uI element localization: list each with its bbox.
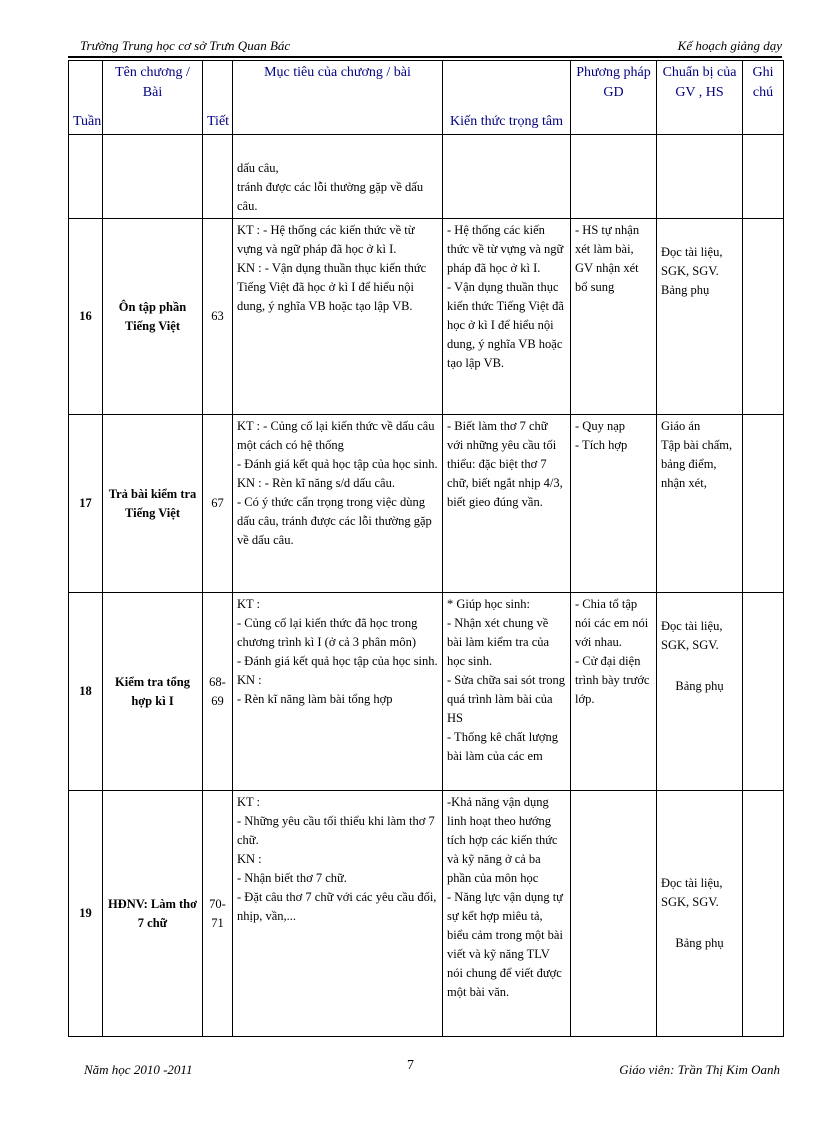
knowledge-cell: * Giúp học sinh: - Nhận xét chung về bài làm kiểm tra của học sinh. - Sửa chữa sai sót trong quá trình làm bài của HS - Thống kê chất lượng bài làm của các em <box>443 593 571 791</box>
table-row <box>69 593 784 791</box>
period-cell: 67 <box>203 415 233 593</box>
objective-line: dấu câu, <box>237 161 279 175</box>
chapter-cell: HĐNV: Làm thơ 7 chữ <box>103 791 203 1037</box>
week-cell: 17 <box>69 415 103 593</box>
plan-title: Kế hoạch giảng dạy <box>677 38 782 53</box>
method-cell: - Chia tổ tập nói các em nói với nhau. - Cử đại diện trình bày trước lớp. <box>571 593 657 791</box>
prep-cell: Đọc tài liệu, SGK, SGV. Bảng phụ <box>657 791 743 1037</box>
table-header-row <box>69 61 784 135</box>
col-week-header: Tuần <box>69 61 103 135</box>
school-name: Trường Trung học cơ sở Trưn Quan Bác <box>80 38 291 53</box>
prep-cell: Đọc tài liệu, SGK, SGV. Bảng phụ <box>657 593 743 791</box>
knowledge-cell: -Khả năng vận dụng linh hoạt theo hướng tích hợp các kiến thức và kỹ năng ở cả ba phần của môn học - Năng lực vận dụng tự sự kết hợp miêu tả, biểu cảm trong một bài viết và kỹ năng TLV nói chung để viết được một bài văn. <box>443 791 571 1037</box>
col-period-header: Tiết <box>203 61 233 135</box>
col-prep-header: Chuẩn bị của GV , HS <box>657 61 743 135</box>
table-row <box>69 791 784 1037</box>
note-cell <box>743 593 784 791</box>
prep-cell: Giáo án Tập bài chấm, bảng điểm, nhận xét, <box>657 415 743 593</box>
note-cell <box>743 791 784 1037</box>
period-cell: 63 <box>203 219 233 415</box>
chapter-cell: Kiểm tra tổng hợp kì I <box>103 593 203 791</box>
objective-cell: KT : - Củng cố lại kiến thức đã học trong chương trình kì I (ở cả 3 phân môn) - Đánh giá kết quả học tập của học sinh. KN : - Rèn kĩ năng làm bài tổng hợp <box>233 593 443 791</box>
objective-line: tránh được các lỗi thường gặp về dấu câu. <box>237 180 424 213</box>
objective-cell: KT : - Những yêu cầu tối thiểu khi làm thơ 7 chữ. KN : - Nhận biết thơ 7 chữ. - Đặt câu thơ 7 chữ với các yêu cầu đối, nhịp, vần,... <box>233 791 443 1037</box>
prep-cell: Đọc tài liệu, SGK, SGV. Bảng phụ <box>657 219 743 415</box>
period-cell: 70-71 <box>203 791 233 1037</box>
lesson-plan-table <box>68 60 784 1037</box>
table-row <box>69 135 784 219</box>
note-cell <box>743 219 784 415</box>
week-cell: 16 <box>69 219 103 415</box>
col-note-header: Ghi chú <box>743 61 784 135</box>
col-objective-header: Mục tiêu của chương / bài <box>233 61 443 135</box>
week-cell: 19 <box>69 791 103 1037</box>
objective-cell: KT : - Củng cố lại kiến thức về dấu câu một cách có hệ thống - Đánh giá kết quả học tập của học sinh. KN : - Rèn kĩ năng s/d dấu câu. - Có ý thức cẩn trọng trong việc dùng dấu câu, tránh được các lỗi thường gặp về dấu câu. <box>233 415 443 593</box>
col-chapter-header: Tên chương / Bài <box>103 61 203 135</box>
period-cell: 68-69 <box>203 593 233 791</box>
school-year: Năm học 2010 -2011 <box>84 1062 193 1077</box>
header-rule <box>68 56 782 58</box>
method-cell <box>571 791 657 1037</box>
objective-cell: KT : - Hệ thống các kiến thức về từ vựng và ngữ pháp đã học ở kì I. KN : - Vận dụng thuần thục kiến thức Tiếng Việt đã học ở kì I để hiểu nội dung, ý nghĩa VB hoặc tạo lập VB. <box>233 219 443 415</box>
table-row <box>69 219 784 415</box>
teacher-name: Giáo viên: Trần Thị Kim Oanh <box>619 1062 780 1077</box>
chapter-cell: Ôn tập phần Tiếng Việt <box>103 219 203 415</box>
page-number: 7 <box>407 1058 414 1073</box>
note-cell <box>743 415 784 593</box>
objective-cell <box>233 135 443 219</box>
col-knowledge-header: Kiến thức trọng tâm <box>443 61 571 135</box>
knowledge-cell: - Hệ thống các kiến thức về từ vựng và ngữ pháp đã học ở kì I. - Vận dụng thuần thục kiến thức Tiếng Việt đã học ở kì I để hiểu nội dung, ý nghĩa VB hoặc tạo lập VB. <box>443 219 571 415</box>
table-row <box>69 415 784 593</box>
method-cell: - HS tự nhận xét làm bài, GV nhận xét bổ sung <box>571 219 657 415</box>
chapter-cell: Trả bài kiểm tra Tiếng Việt <box>103 415 203 593</box>
col-method-header: Phương pháp GD <box>571 61 657 135</box>
method-cell: - Quy nạp - Tích hợp <box>571 415 657 593</box>
knowledge-cell: - Biết làm thơ 7 chữ với những yêu cầu tối thiểu: đặc biệt thơ 7 chữ, biết ngắt nhịp 4/3, biết gieo đúng vần. <box>443 415 571 593</box>
week-cell: 18 <box>69 593 103 791</box>
